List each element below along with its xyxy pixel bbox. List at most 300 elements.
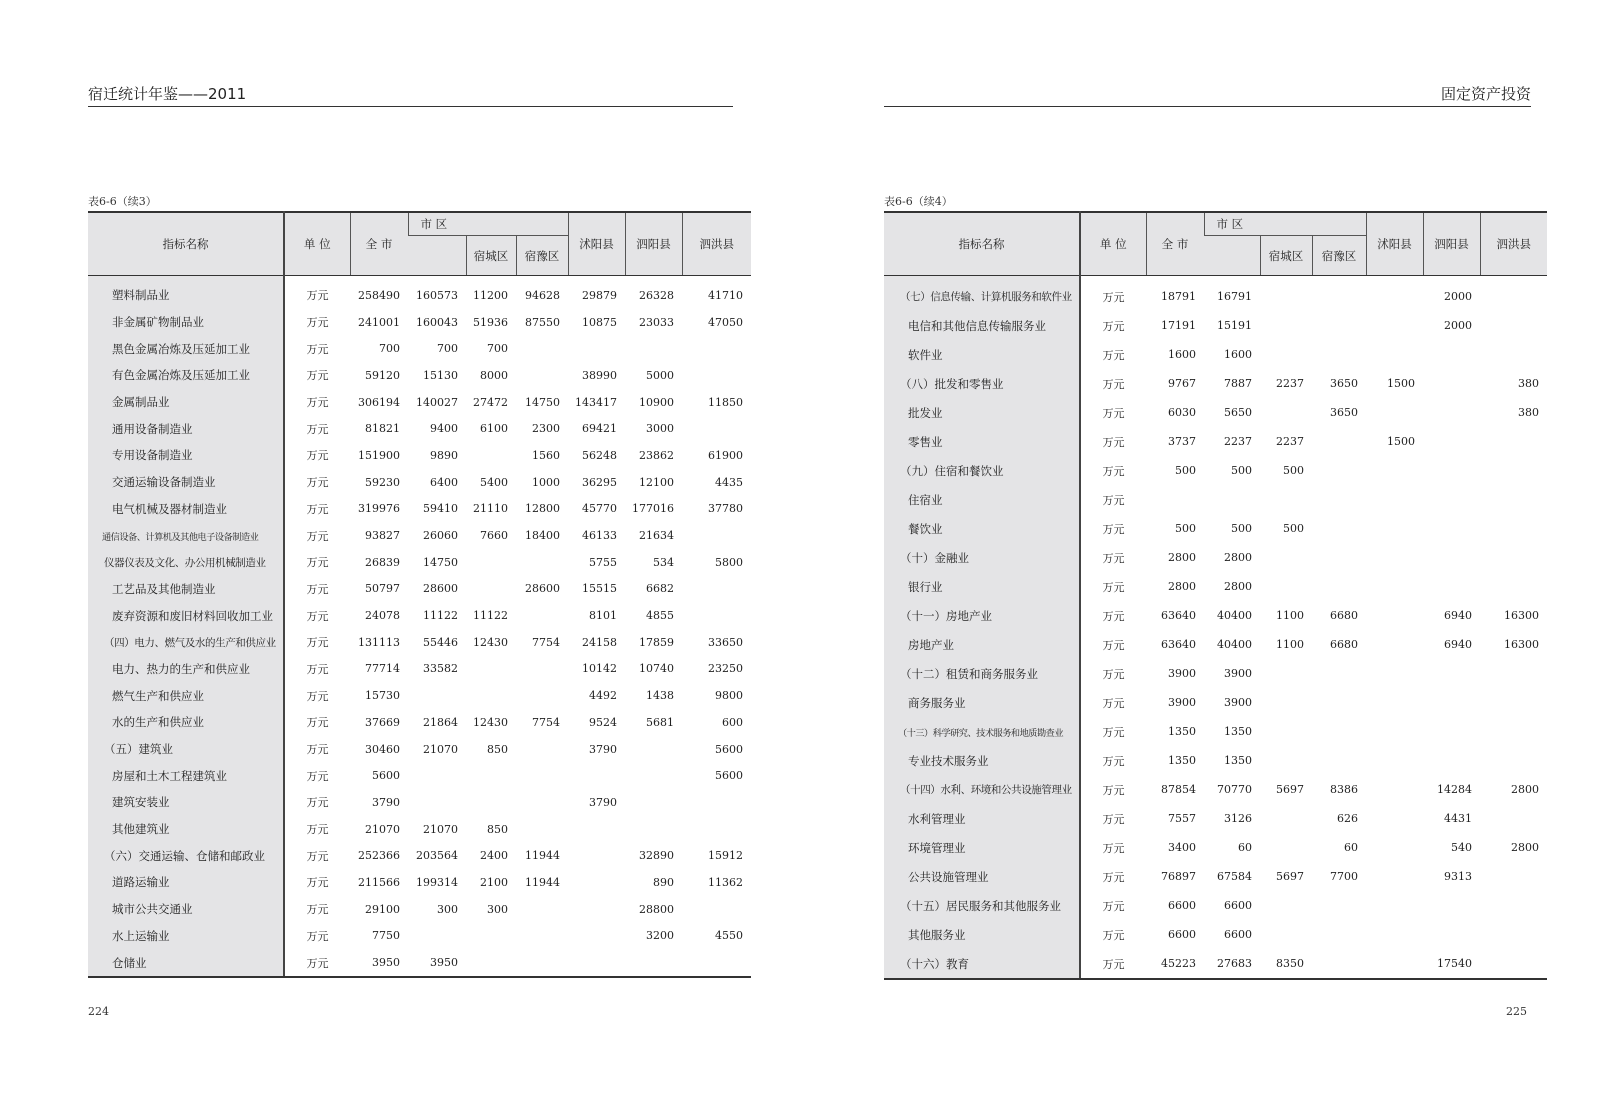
unit-cell: 万元 [306, 396, 329, 410]
table-caption: 表6-6（续4） [884, 195, 953, 208]
value-cell-sihong [1480, 485, 1547, 514]
value-cell-sucheng: 51936 [473, 315, 508, 329]
value-cell-sucheng: 12430 [473, 715, 508, 729]
table-row [88, 762, 751, 789]
unit-cell: 万元 [284, 949, 350, 977]
value-cell-suyu [516, 789, 568, 816]
value-cell-city: 700 [437, 342, 458, 356]
table-row [88, 335, 751, 362]
row-label: 水上运输业 [88, 923, 284, 950]
value-cell-total: 151900 [358, 448, 400, 462]
col-header-unit: 单 位 [284, 212, 350, 276]
value-cell-siyang: 12100 [639, 475, 674, 489]
value-cell-city: 3950 [408, 949, 466, 977]
value-cell-sucheng: 11122 [473, 609, 508, 623]
value-cell-suyu: 7700 [1330, 870, 1358, 883]
value-cell-total: 6600 [1168, 899, 1196, 912]
col-header-total: 全 市 [350, 212, 408, 276]
value-cell-siyang: 6682 [646, 582, 674, 596]
value-cell-suyu [1312, 572, 1366, 601]
row-label: （十三）科学研究、技术服务和地质勘查业 [884, 717, 1080, 746]
value-cell-shuyang [1366, 804, 1423, 833]
value-cell-total: 6600 [1168, 928, 1196, 941]
value-cell-suyu: 6680 [1330, 638, 1358, 651]
row-label: 废弃资源和废旧材料回收加工业 [88, 602, 284, 629]
value-cell-siyang [1423, 920, 1480, 949]
value-cell-total: 2800 [1168, 551, 1196, 564]
unit-cell: 万元 [1102, 928, 1125, 942]
value-cell-suyu [516, 762, 568, 789]
value-cell-siyang [625, 816, 682, 843]
value-cell-sucheng: 21110 [473, 502, 508, 516]
value-cell-siyang [1423, 340, 1480, 369]
col-header-sucheng: 宿城区 [466, 236, 516, 276]
value-cell-suyu [1312, 276, 1366, 312]
value-cell-sihong [1480, 920, 1547, 949]
value-cell-total: 93827 [365, 529, 400, 543]
value-cell-siyang: 534 [653, 555, 674, 569]
value-cell-total: 63640 [1161, 609, 1196, 622]
value-cell-sihong: 41710 [708, 288, 743, 302]
row-label: 软件业 [884, 340, 1080, 369]
unit-cell: 万元 [306, 449, 329, 463]
value-cell-shuyang [1366, 311, 1423, 340]
value-cell-total: 3950 [350, 949, 408, 977]
value-cell-suyu [516, 549, 568, 576]
value-cell-sucheng: 6100 [480, 422, 508, 436]
value-cell-suyu [1312, 311, 1366, 340]
value-cell-total: 241001 [358, 315, 400, 329]
value-cell-suyu [516, 896, 568, 923]
row-label: 道路运输业 [88, 869, 284, 896]
row-label: （六）交通运输、仓储和邮政业 [88, 842, 284, 869]
col-header-city: 市 区 [408, 212, 568, 236]
value-cell-sihong [1480, 311, 1547, 340]
value-cell-city: 26060 [423, 529, 458, 543]
value-cell-suyu: 60 [1344, 841, 1358, 854]
value-cell-suyu [516, 335, 568, 362]
value-cell-suyu: 18400 [525, 529, 560, 543]
table-row [884, 340, 1547, 369]
value-cell-total: 37669 [365, 715, 400, 729]
row-label: （十一）房地产业 [884, 601, 1080, 630]
value-cell-sihong: 2800 [1511, 841, 1539, 854]
row-label: （十六）教育 [884, 949, 1080, 979]
value-cell-city: 33582 [423, 662, 458, 676]
table-row [884, 456, 1547, 485]
col-header-unit: 单 位 [1080, 212, 1146, 276]
row-label: 水的生产和供应业 [88, 709, 284, 736]
value-cell-shuyang: 24158 [582, 635, 617, 649]
table-row [88, 522, 751, 549]
table-row [88, 442, 751, 469]
value-cell-siyang: 890 [653, 875, 674, 889]
value-cell-city: 2237 [1224, 435, 1252, 448]
table-row [884, 398, 1547, 427]
unit-cell: 万元 [1102, 696, 1125, 710]
value-cell-city: 2800 [1224, 580, 1252, 593]
value-cell-shuyang [568, 923, 625, 950]
unit-cell: 万元 [1102, 435, 1125, 449]
value-cell-siyang: 2000 [1444, 290, 1472, 303]
unit-cell: 万元 [306, 502, 329, 516]
value-cell-city: 1600 [1224, 348, 1252, 361]
value-cell-siyang [1423, 514, 1480, 543]
left-page [0, 0, 804, 1099]
row-label: 批发业 [884, 398, 1080, 427]
value-cell-suyu: 626 [1337, 812, 1358, 825]
row-label: （十）金融业 [884, 543, 1080, 572]
row-label: （七）信息传输、计算机服务和软件业 [884, 276, 1080, 312]
value-cell-sucheng [1260, 746, 1312, 775]
row-label: 电力、热力的生产和供应业 [88, 656, 284, 683]
value-cell-city: 160573 [416, 288, 458, 302]
row-label: （五）建筑业 [88, 736, 284, 763]
value-cell-suyu [516, 816, 568, 843]
value-cell-siyang: 21634 [639, 529, 674, 543]
value-cell-sihong [1480, 746, 1547, 775]
table-row [88, 602, 751, 629]
value-cell-sucheng: 2237 [1276, 435, 1304, 448]
unit-cell: 万元 [1102, 348, 1125, 362]
value-cell-siyang: 6940 [1444, 609, 1472, 622]
value-cell-sihong [682, 415, 751, 442]
value-cell-sucheng [466, 656, 516, 683]
value-cell-sihong [1480, 340, 1547, 369]
unit-cell: 万元 [306, 743, 329, 757]
value-cell-siyang: 17859 [639, 635, 674, 649]
value-cell-shuyang [1366, 920, 1423, 949]
table-row [884, 949, 1547, 979]
value-cell-sihong: 380 [1518, 377, 1539, 390]
table-row [88, 656, 751, 683]
value-cell-shuyang [1366, 514, 1423, 543]
page-number: 225 [1506, 1005, 1527, 1018]
value-cell-shuyang: 69421 [582, 422, 617, 436]
row-label: （十四）水利、环境和公共设施管理业 [884, 775, 1080, 804]
value-cell-suyu [1312, 688, 1366, 717]
value-cell-shuyang: 3790 [589, 742, 617, 756]
value-cell-sucheng [1260, 398, 1312, 427]
value-cell-total: 700 [379, 342, 400, 356]
value-cell-sihong: 33650 [708, 635, 743, 649]
value-cell-sucheng: 2237 [1276, 377, 1304, 390]
unit-cell: 万元 [306, 556, 329, 570]
value-cell-shuyang [1366, 630, 1423, 659]
value-cell-sucheng [1260, 543, 1312, 572]
value-cell-siyang: 2000 [1444, 319, 1472, 332]
value-cell-suyu: 7754 [532, 715, 560, 729]
value-cell-suyu [516, 923, 568, 950]
table-row [88, 682, 751, 709]
unit-cell: 万元 [306, 823, 329, 837]
table-row [884, 717, 1547, 746]
row-label: 电信和其他信息传输服务业 [884, 311, 1080, 340]
col-header-sucheng: 宿城区 [1260, 236, 1312, 276]
value-cell-city: 203564 [416, 849, 458, 863]
value-cell-siyang [1423, 688, 1480, 717]
value-cell-sihong [1480, 949, 1547, 979]
value-cell-siyang: 6940 [1444, 638, 1472, 651]
value-cell-siyang [1423, 717, 1480, 746]
row-label: 通信设备、计算机及其他电子设备制造业 [88, 522, 284, 549]
value-cell-siyang: 3000 [646, 422, 674, 436]
row-label: 专业技术服务业 [884, 746, 1080, 775]
value-cell-sihong: 15912 [708, 849, 743, 863]
value-cell-siyang: 177016 [632, 502, 674, 516]
value-cell-city: 7887 [1224, 377, 1252, 390]
value-cell-sihong [682, 362, 751, 389]
value-cell-total: 306194 [358, 395, 400, 409]
unit-cell: 万元 [1080, 949, 1146, 979]
value-cell-city: 2800 [1224, 551, 1252, 564]
value-cell-shuyang [568, 949, 625, 977]
unit-cell: 万元 [306, 289, 329, 303]
value-cell-total: 500 [1175, 522, 1196, 535]
value-cell-suyu: 1000 [532, 475, 560, 489]
value-cell-city: 21864 [423, 715, 458, 729]
value-cell-city: 27683 [1204, 949, 1260, 979]
value-cell-siyang: 23033 [639, 315, 674, 329]
table-row [88, 896, 751, 923]
row-label: （八）批发和零售业 [884, 369, 1080, 398]
value-cell-sihong [1480, 427, 1547, 456]
value-cell-siyang: 32890 [639, 849, 674, 863]
table-row [884, 775, 1547, 804]
value-cell-shuyang: 1500 [1387, 377, 1415, 390]
unit-cell: 万元 [306, 689, 329, 703]
value-cell-total [1146, 485, 1204, 514]
col-header-total: 全 市 [1146, 212, 1204, 276]
value-cell-siyang [625, 335, 682, 362]
value-cell-shuyang [568, 896, 625, 923]
value-cell-total: 30460 [365, 742, 400, 756]
value-cell-shuyang: 38990 [582, 368, 617, 382]
value-cell-city: 59410 [423, 502, 458, 516]
unit-cell: 万元 [306, 582, 329, 596]
table-row [88, 709, 751, 736]
table-row [88, 576, 751, 603]
value-cell-shuyang [1366, 688, 1423, 717]
value-cell-sucheng: 500 [1283, 522, 1304, 535]
value-cell-total: 17191 [1161, 319, 1196, 332]
value-cell-suyu [516, 949, 568, 977]
value-cell-city: 6600 [1224, 899, 1252, 912]
unit-cell: 万元 [306, 476, 329, 490]
value-cell-sihong [682, 896, 751, 923]
value-cell-suyu [516, 656, 568, 683]
value-cell-shuyang [1366, 485, 1423, 514]
value-cell-total: 3900 [1168, 667, 1196, 680]
table-body [88, 276, 751, 977]
value-cell-total: 18791 [1161, 290, 1196, 303]
value-cell-shuyang [1366, 891, 1423, 920]
value-cell-siyang: 14284 [1437, 783, 1472, 796]
value-cell-suyu: 11944 [525, 875, 560, 889]
table-row [884, 514, 1547, 543]
row-label: 非金属矿物制品业 [88, 309, 284, 336]
value-cell-sucheng: 27472 [473, 395, 508, 409]
value-cell-sihong [1480, 276, 1547, 312]
value-cell-total: 211566 [358, 875, 400, 889]
value-cell-total: 3737 [1168, 435, 1196, 448]
value-cell-shuyang [1366, 572, 1423, 601]
table-row [884, 891, 1547, 920]
unit-cell: 万元 [1102, 870, 1125, 884]
value-cell-suyu [516, 602, 568, 629]
table-row [88, 549, 751, 576]
row-label: 零售业 [884, 427, 1080, 456]
row-label: 仓储业 [88, 949, 284, 977]
row-label: 商务服务业 [884, 688, 1080, 717]
col-header-shuyang: 沭阳县 [568, 212, 625, 276]
value-cell-sihong [1480, 543, 1547, 572]
value-cell-city: 6600 [1224, 928, 1252, 941]
value-cell-sihong: 5600 [715, 742, 743, 756]
value-cell-total: 5600 [372, 769, 400, 783]
row-label: 塑料制品业 [88, 276, 284, 309]
value-cell-siyang [625, 736, 682, 763]
value-cell-total: 252366 [358, 849, 400, 863]
value-cell-siyang [625, 762, 682, 789]
table-row [88, 869, 751, 896]
value-cell-sihong [1480, 688, 1547, 717]
unit-cell: 万元 [306, 369, 329, 383]
value-cell-total: 87854 [1161, 783, 1196, 796]
value-cell-suyu [1312, 920, 1366, 949]
value-cell-city: 500 [1231, 522, 1252, 535]
stats-table [88, 211, 751, 978]
unit-cell: 万元 [1102, 406, 1125, 420]
value-cell-city: 9890 [430, 448, 458, 462]
value-cell-sucheng: 300 [487, 902, 508, 916]
value-cell-sihong: 9800 [715, 689, 743, 703]
value-cell-sucheng [466, 949, 516, 977]
value-cell-siyang: 540 [1451, 841, 1472, 854]
value-cell-sihong [1480, 891, 1547, 920]
value-cell-sihong: 4435 [715, 475, 743, 489]
table-row [884, 862, 1547, 891]
unit-cell: 万元 [1102, 493, 1125, 507]
row-label: 仪器仪表及文化、办公用机械制造业 [88, 549, 284, 576]
value-cell-total: 1350 [1168, 754, 1196, 767]
value-cell-suyu [1312, 949, 1366, 979]
unit-cell: 万元 [306, 316, 329, 330]
value-cell-suyu: 6680 [1330, 609, 1358, 622]
value-cell-siyang: 4855 [646, 609, 674, 623]
unit-cell: 万元 [1102, 464, 1125, 478]
unit-cell: 万元 [306, 876, 329, 890]
value-cell-shuyang [1366, 833, 1423, 862]
value-cell-sihong [682, 335, 751, 362]
unit-cell: 万元 [1102, 899, 1125, 913]
unit-cell: 万元 [1102, 609, 1125, 623]
value-cell-sucheng: 2400 [480, 849, 508, 863]
value-cell-sucheng: 8350 [1260, 949, 1312, 979]
value-cell-suyu [1312, 485, 1366, 514]
row-label: （十五）居民服务和其他服务业 [884, 891, 1080, 920]
value-cell-sucheng [1260, 276, 1312, 312]
value-cell-sihong: 2800 [1511, 783, 1539, 796]
table-row [88, 389, 751, 416]
value-cell-city: 5650 [1224, 406, 1252, 419]
table-row [88, 362, 751, 389]
value-cell-sucheng [466, 923, 516, 950]
row-label: 黑色金属冶炼及压延加工业 [88, 335, 284, 362]
value-cell-suyu [516, 362, 568, 389]
table-row [88, 816, 751, 843]
unit-cell: 万元 [1102, 841, 1125, 855]
table-row [884, 630, 1547, 659]
value-cell-shuyang [1366, 601, 1423, 630]
unit-cell: 万元 [306, 903, 329, 917]
unit-cell: 万元 [306, 609, 329, 623]
row-label: 其他建筑业 [88, 816, 284, 843]
row-label: 房屋和土木工程建筑业 [88, 762, 284, 789]
value-cell-sucheng: 1100 [1276, 638, 1304, 651]
value-cell-sucheng [1260, 833, 1312, 862]
value-cell-total: 3790 [372, 795, 400, 809]
value-cell-city: 21070 [423, 822, 458, 836]
value-cell-city: 15130 [423, 368, 458, 382]
value-cell-suyu [1312, 340, 1366, 369]
table-row [884, 485, 1547, 514]
value-cell-siyang [1423, 572, 1480, 601]
row-label: 餐饮业 [884, 514, 1080, 543]
unit-cell: 万元 [1102, 754, 1125, 768]
value-cell-sucheng [466, 576, 516, 603]
value-cell-shuyang [1366, 398, 1423, 427]
value-cell-siyang: 1438 [646, 689, 674, 703]
value-cell-siyang [1423, 543, 1480, 572]
value-cell-city: 60 [1238, 841, 1252, 854]
value-cell-city: 28600 [423, 582, 458, 596]
value-cell-shuyang [568, 842, 625, 869]
row-label: 环境管理业 [884, 833, 1080, 862]
row-label: 交通运输设备制造业 [88, 469, 284, 496]
value-cell-sihong: 61900 [708, 448, 743, 462]
row-label: 通用设备制造业 [88, 415, 284, 442]
running-header: 宿迁统计年鉴——2011 [88, 84, 733, 107]
value-cell-siyang: 10740 [639, 662, 674, 676]
value-cell-sucheng [466, 762, 516, 789]
value-cell-sucheng [466, 789, 516, 816]
value-cell-siyang [1423, 746, 1480, 775]
value-cell-siyang [1423, 369, 1480, 398]
page-number: 224 [88, 1005, 109, 1018]
value-cell-siyang: 9313 [1444, 870, 1472, 883]
value-cell-city [408, 923, 466, 950]
unit-cell: 万元 [306, 662, 329, 676]
value-cell-city: 500 [1231, 464, 1252, 477]
value-cell-sihong: 5800 [715, 555, 743, 569]
value-cell-sucheng: 11200 [473, 288, 508, 302]
value-cell-sucheng [1260, 891, 1312, 920]
value-cell-sucheng: 5697 [1276, 870, 1304, 883]
value-cell-shuyang [1366, 746, 1423, 775]
value-cell-shuyang: 56248 [582, 448, 617, 462]
col-header-suyu: 宿豫区 [516, 236, 568, 276]
unit-cell: 万元 [306, 796, 329, 810]
value-cell-city [408, 789, 466, 816]
value-cell-sihong: 16300 [1504, 638, 1539, 651]
value-cell-sihong: 37780 [708, 502, 743, 516]
table-row [884, 427, 1547, 456]
unit-cell: 万元 [1102, 812, 1125, 826]
value-cell-shuyang [1366, 659, 1423, 688]
table-row [884, 276, 1547, 312]
unit-cell: 万元 [1102, 551, 1125, 565]
